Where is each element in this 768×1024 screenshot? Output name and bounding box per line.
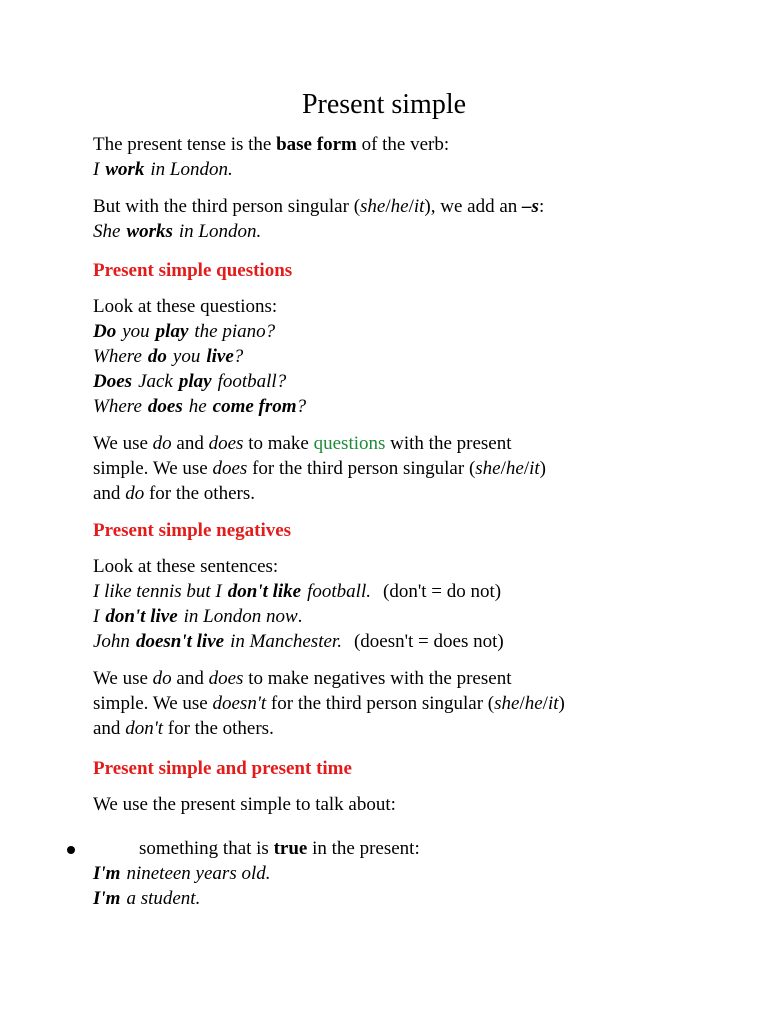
negatives-examples — [93, 554, 733, 654]
explanation-line — [93, 716, 733, 741]
auxiliary: does — [212, 458, 248, 479]
auxiliary: don't — [125, 718, 164, 739]
punctuation: ? — [233, 346, 244, 367]
text: and — [93, 483, 126, 504]
negatives-lead: Look at these sentences: — [93, 556, 279, 577]
questions-heading: Present simple questions — [93, 260, 293, 281]
text: and — [93, 718, 126, 739]
text: simple. We use — [93, 693, 213, 714]
intro-line-3 — [93, 194, 733, 219]
auxiliary: Does — [93, 371, 133, 392]
explanation-line — [93, 456, 733, 481]
negative-example — [93, 629, 733, 654]
text: We use — [93, 668, 153, 689]
text: / — [519, 693, 525, 714]
contraction-note: (doesn't = does not) — [353, 631, 504, 652]
verb: live — [206, 346, 234, 367]
auxiliary: does — [147, 396, 183, 417]
example-word: Where — [93, 346, 142, 367]
example-word: in London. — [178, 221, 262, 242]
negative-example — [93, 604, 733, 629]
auxiliary: does — [208, 433, 244, 454]
verb: I'm — [93, 863, 121, 884]
bullet-text — [93, 836, 733, 861]
negatives-heading: Present simple negatives — [93, 520, 292, 541]
present-time-heading: Present simple and present time — [93, 758, 352, 779]
verb: play — [155, 321, 189, 342]
text: The present tense is the — [93, 134, 277, 155]
intro-line-1 — [93, 132, 733, 157]
negative-verb: doesn't live — [135, 631, 225, 652]
pronoun: she — [475, 458, 501, 479]
question-example — [93, 319, 733, 344]
intro-section — [93, 132, 733, 182]
punctuation: . — [297, 606, 303, 627]
example-word: I like tennis but I — [93, 581, 222, 602]
suffix: –s — [522, 196, 539, 217]
example-word: She — [93, 221, 121, 242]
auxiliary: do — [147, 346, 167, 367]
keyword: base form — [276, 134, 357, 155]
pronoun: he — [524, 693, 543, 714]
example-word: he — [188, 396, 207, 417]
auxiliary: do — [125, 483, 145, 504]
text: / — [523, 458, 530, 479]
text: in the present: — [307, 838, 420, 859]
text: with the present — [385, 433, 512, 454]
present-time-example — [93, 886, 733, 911]
pronoun: she — [494, 693, 520, 714]
bullet-point — [67, 846, 75, 854]
highlight-word: questions — [313, 433, 386, 454]
negative-verb: don't live — [105, 606, 178, 627]
page-title: Present simple — [301, 89, 467, 120]
example-word: you — [172, 346, 201, 367]
text: for the others. — [163, 718, 274, 739]
example-word: in London now — [183, 606, 298, 627]
text: : — [538, 196, 545, 217]
auxiliary: Do — [93, 321, 117, 342]
verb: play — [178, 371, 212, 392]
contraction-note: (don't = do not) — [383, 581, 502, 602]
explanation-line — [93, 691, 733, 716]
intro-example-2 — [93, 219, 733, 244]
text: for the third person singular ( — [266, 693, 495, 714]
text: We use — [93, 433, 153, 454]
example-word: football? — [217, 371, 287, 392]
example-word: John — [93, 631, 130, 652]
text: / — [542, 693, 548, 714]
text: simple. We use — [93, 458, 213, 479]
questions-explanation — [93, 431, 733, 506]
text: something that is — [139, 838, 274, 859]
example-word: you — [122, 321, 150, 342]
pronoun: it — [547, 693, 559, 714]
keyword: true — [273, 838, 308, 859]
auxiliary: does — [208, 668, 244, 689]
explanation-line — [93, 481, 733, 506]
explanation-line — [93, 666, 733, 691]
intro-third-person — [93, 194, 733, 244]
pronoun: it — [413, 196, 425, 217]
intro-example-1 — [93, 157, 733, 182]
auxiliary: do — [152, 433, 172, 454]
negative-example — [93, 579, 733, 604]
example-word: I — [93, 159, 100, 180]
negative-verb: don't like — [227, 581, 302, 602]
text: ), we add an — [424, 196, 523, 217]
verb: come from — [212, 396, 297, 417]
text: and — [171, 668, 209, 689]
verb: I'm — [93, 888, 121, 909]
text: to make negatives with the present — [243, 668, 512, 689]
pronoun: she — [360, 196, 386, 217]
pronoun: he — [390, 196, 409, 217]
example-word: Where — [93, 396, 142, 417]
questions-examples — [93, 294, 733, 419]
present-time-lead: We use the present simple to talk about: — [93, 794, 396, 815]
present-time-example — [93, 861, 733, 886]
text: ) — [539, 458, 546, 479]
text: of the verb: — [356, 134, 450, 155]
auxiliary: do — [152, 668, 172, 689]
text: for the third person singular ( — [247, 458, 476, 479]
questions-lead: Look at these questions: — [93, 296, 278, 317]
text: But with the third person singular ( — [93, 196, 361, 217]
pronoun: it — [529, 458, 540, 479]
pronoun: he — [505, 458, 524, 479]
punctuation: ? — [296, 396, 307, 417]
question-example — [93, 344, 733, 369]
example-word: I — [93, 606, 100, 627]
example-word: the piano? — [194, 321, 276, 342]
verb: work — [105, 159, 145, 180]
auxiliary: doesn't — [212, 693, 267, 714]
text: for the others. — [144, 483, 255, 504]
text: / — [385, 196, 391, 217]
present-time-bullet — [93, 836, 733, 911]
negatives-explanation — [93, 666, 733, 741]
example-word: nineteen years old. — [126, 863, 271, 884]
example-word: Jack — [138, 371, 173, 392]
example-word: football. — [307, 581, 371, 602]
question-example — [93, 394, 733, 419]
question-example — [93, 369, 733, 394]
text: ) — [558, 693, 565, 714]
text: / — [408, 196, 414, 217]
explanation-line — [93, 431, 733, 456]
example-word: in Manchester. — [230, 631, 342, 652]
example-word: a student. — [126, 888, 201, 909]
text: / — [500, 458, 506, 479]
text: and — [171, 433, 209, 454]
verb: works — [126, 221, 173, 242]
example-word: in London. — [150, 159, 233, 180]
text: to make — [243, 433, 314, 454]
